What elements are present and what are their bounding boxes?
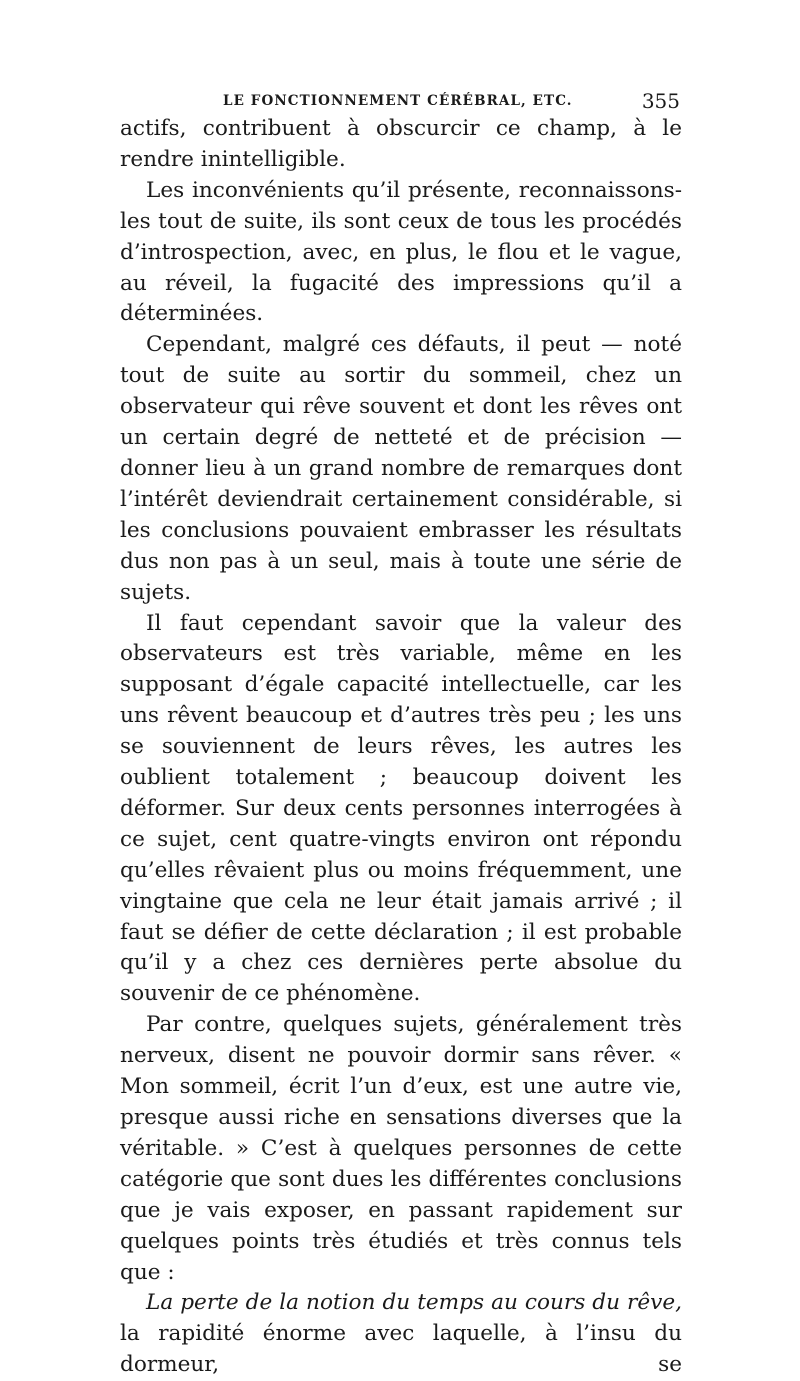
paragraph-continuation: la rapidité énorme avec laquelle, à l’insu du dormeur, se [120,1321,682,1378]
page-number: 355 [641,89,680,113]
paragraph: actifs, contribuent à obscurcir ce champ, à le rendre inintelligible. [120,116,682,172]
book-page [120,88,682,1381]
running-head [120,88,682,114]
paragraph: Il faut cependant savoir que la valeur des observateurs est très variable, même en les supposant d’égale capacité intellectuelle, car les uns rêvent beaucoup et d’autres très peu ; les uns se souviennent de leurs rêves, les autres les oublient totalement ; beaucoup doivent les déformer. Sur deux cents personnes interrogées à ce sujet, cent quatre-vingts environ ont répondu qu’elles rêvaient plus ou moins fréquemment, une vingtaine que cela ne leur était jamais arrivé ; il faut se défier de cette déclaration ; il est probable qu’il y a chez ces dernières perte absolue du souvenir de ce phénomène. [120,610,682,1007]
paragraph: Par contre, quelques sujets, généralement très nerveux, disent ne pouvoir dormir sans rêver. « Mon sommeil, écrit l’un d’eux, est une autre vie, presque aussi riche en sensations diverses que la véritable. » C’est à quelques personnes de cette catégorie que sont dues les différentes conclusions que je vais exposer, en passant rapidement sur quelques points très étudiés et très connus tels que : [120,1012,682,1285]
paragraph: Les inconvénients qu’il présente, reconnaissons-les tout de suite, ils sont ceux de tous les procédés d’introspection, avec, en plus, le flou et le vague, au réveil, la fugacité des impressions qu’il a déterminées. [120,177,682,327]
running-title: LE FONCTIONNEMENT CÉRÉBRAL, ETC. [223,93,573,109]
body-text [120,114,682,1381]
italic-phrase: La perte de la notion du temps au cours du rêve, [146,1290,682,1316]
paragraph: Cependant, malgré ces défauts, il peut — noté tout de suite au sortir du sommeil, chez un observateur qui rêve souvent et dont les rêves ont un certain degré de netteté et de précision — donner lieu à un grand nombre de remarques dont l’intérêt deviendrait certainement considérable, si les conclusions pouvaient embrasser les résultats dus non pas à un seul, mais à toute une série de sujets. [120,332,682,605]
paragraph-final [120,1288,682,1381]
